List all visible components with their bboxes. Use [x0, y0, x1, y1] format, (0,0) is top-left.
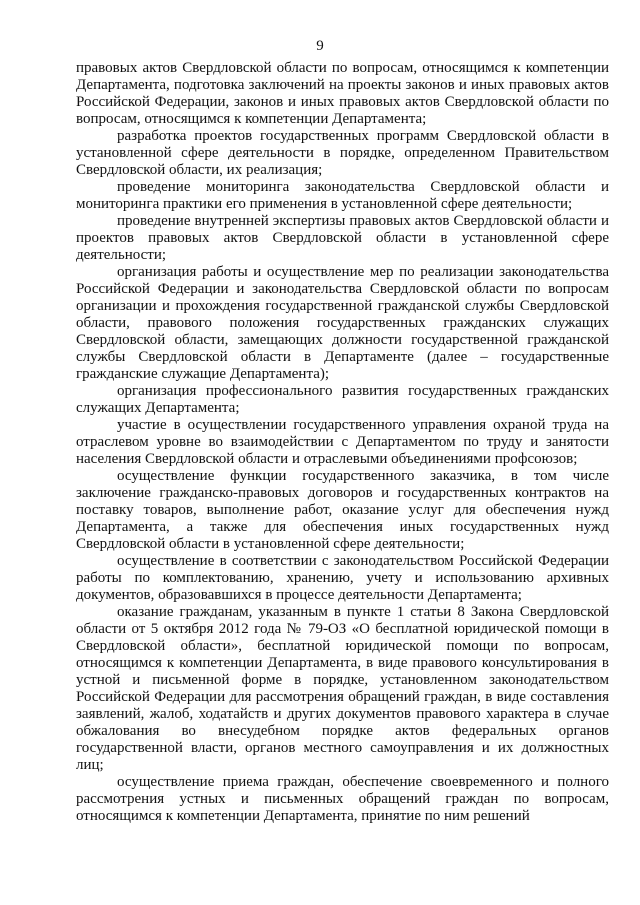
paragraph: осуществление в соответствии с законодательством Российской Федерации работы по комплектованию, хранению, учету и использованию архивных документов, образовавшихся в процессе деятельности Департамента;	[76, 553, 609, 603]
paragraph: разработка проектов государственных программ Свердловской области в установленной сфере деятельности в порядке, определенном Правительством Свердловской области, их реализация;	[76, 128, 609, 178]
page-number: 9	[316, 38, 324, 54]
paragraph-continuation: правовых актов Свердловской области по вопросам, относящимся к компетенции Департамента, подготовка заключений на проекты законов и иных правовых актов Российской Федерации, законов и иных правовых актов Свердловской области по вопросам, относящимся к компетенции Департамента;	[76, 60, 609, 127]
paragraph: проведение внутренней экспертизы правовых актов Свердловской области и проектов правовых актов Свердловской области в установленной сфере деятельности;	[76, 213, 609, 263]
paragraph: участие в осуществлении государственного управления охраной труда на отраслевом уровне во взаимодействии с Департаментом по труду и занятости населения Свердловской области и отраслевыми объединениями профсоюзов;	[76, 417, 609, 467]
paragraph: оказание гражданам, указанным в пункте 1 статьи 8 Закона Свердловской области от 5 октября 2012 года № 79-ОЗ «О бесплатной юридической помощи в Свердловской области», бесплатной юридической помощи по вопросам, относящимся к компетенции Департамента, в виде правового консультирования в устной и письменной форме в порядке, установленном законодательством Российской Федерации для рассмотрения обращений граждан, в виде составления заявлений, жалоб, ходатайств и других документов правового характера в случае обжалования во внесудебном порядке актов федеральных органов государственной власти, органов местного самоуправления и их должностных лиц;	[76, 604, 609, 773]
paragraph: организация работы и осуществление мер по реализации законодательства Российской Федерации и законодательства Свердловской области по вопросам организации и прохождения государственной гражданской службы Свердловской области, правового положения государственных гражданских служащих Свердловской области, замещающих должности государственной гражданской службы Свердловской области в Департаменте (далее – государственные гражданские служащие Департамента);	[76, 264, 609, 382]
paragraph: осуществление приема граждан, обеспечение своевременного и полного рассмотрения устных и письменных обращений граждан по вопросам, относящимся к компетенции Департамента, принятие по ним решений	[76, 774, 609, 824]
document-body	[76, 60, 609, 825]
paragraph: осуществление функции государственного заказчика, в том числе заключение гражданско-правовых договоров и государственных контрактов на поставку товаров, выполнение работ, оказание услуг для обеспечения нужд Департамента, а также для обеспечения иных государственных нужд Свердловской области в установленной сфере деятельности;	[76, 468, 609, 552]
paragraph: организация профессионального развития государственных гражданских служащих Департамента;	[76, 383, 609, 416]
paragraph: проведение мониторинга законодательства Свердловской области и мониторинга практики его применения в установленной сфере деятельности;	[76, 179, 609, 212]
